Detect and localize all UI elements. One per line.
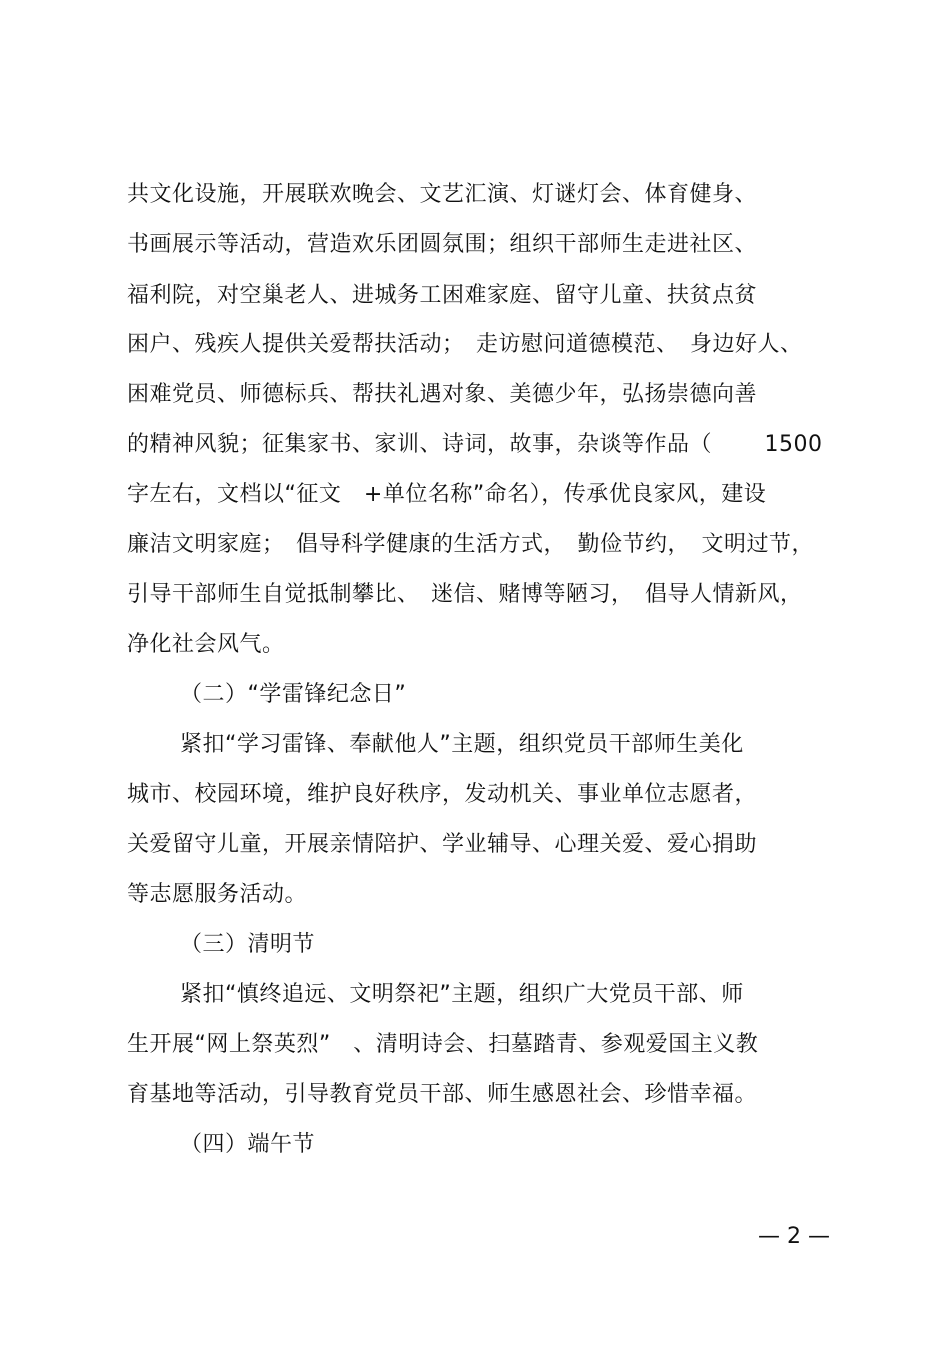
paragraph-line: 共文化设施，开展联欢晚会、文艺汇演、灯谜灯会、体育健身、 [127, 182, 758, 207]
paragraph-line: 困难党员、师德标兵、帮扶礼遇对象、美德少年，弘扬崇德向善 [127, 382, 758, 407]
page-number: — 2 — [758, 1224, 830, 1249]
section-heading-4: （四）端午节 [180, 1132, 316, 1157]
section-heading-3: （三）清明节 [180, 932, 316, 957]
paragraph-line: 引导干部师生自觉抵制攀比、 迷信、赌博等陋习， 倡导人情新风， [127, 582, 803, 607]
paragraph-line: 关爱留守儿童，开展亲情陪护、学业辅导、心理关爱、爱心捐助 [127, 832, 758, 857]
paragraph-line: 净化社会风气。 [127, 632, 285, 657]
section-heading-2: （二）“学雷锋纪念日” [180, 682, 407, 707]
paragraph-line: 福利院，对空巢老人、进城务工困难家庭、留守儿童、扶贫点贫 [127, 283, 758, 308]
paragraph-line: 育基地等活动，引导教育党员干部、师生感恩社会、珍惜幸福。 [127, 1082, 758, 1107]
paragraph-line: 紧扣“学习雷锋、奉献他人”主题，组织党员干部师生美化 [180, 732, 744, 757]
paragraph-line: 紧扣“慎终追远、文明祭祀”主题，组织广大党员干部、师 [180, 982, 744, 1007]
paragraph-line: 廉洁文明家庭； 倡导科学健康的生活方式， 勤俭节约， 文明过节， [127, 532, 815, 557]
paragraph-line: 城市、校园环境，维护良好秩序，发动机关、事业单位志愿者， [127, 782, 758, 807]
paragraph-line: 等志愿服务活动。 [127, 882, 308, 907]
paragraph-line: 困户、残疾人提供关爱帮扶活动； 走访慰问道德模范、 身边好人、 [127, 332, 803, 357]
paragraph-line: 生开展“网上祭英烈” 、清明诗会、扫墓踏青、参观爱国主义教 [127, 1032, 759, 1057]
paragraph-line: 书画展示等活动，营造欢乐团圆氛围；组织干部师生走进社区、 [127, 232, 758, 257]
paragraph-line: 字左右，文档以“征文 +单位名称”命名），传承优良家风，建设 [127, 482, 767, 507]
paragraph-line: 的精神风貌；征集家书、家训、诗词，故事，杂谈等作品（ 1500 [127, 432, 823, 457]
